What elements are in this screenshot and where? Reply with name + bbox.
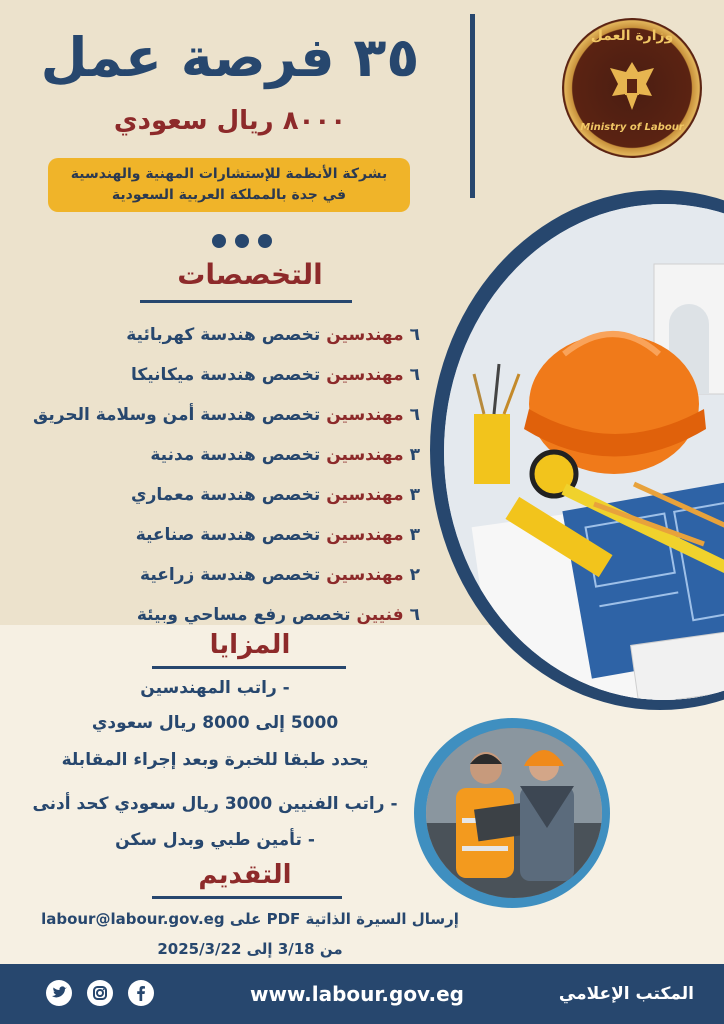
salary-headline: ٨٠٠٠ ريال سعودي xyxy=(113,106,347,136)
social-links xyxy=(46,980,164,1010)
benefits-underline xyxy=(152,666,346,669)
logo-english-text: Ministry of Labour xyxy=(580,122,684,133)
footer xyxy=(0,964,724,1024)
specializations-underline xyxy=(140,300,352,303)
instagram-icon[interactable] xyxy=(87,980,113,1006)
list-item: ٣ مهندسين تخصص هندسة صناعية xyxy=(135,525,420,545)
workers-photo xyxy=(426,728,602,898)
apply-title: التقديم xyxy=(198,860,292,890)
website-link[interactable]: www.labour.gov.eg xyxy=(250,982,464,1006)
apply-email-line: إرسال السيرة الذاتية PDF على labour@labour.gov.eg xyxy=(41,910,459,928)
specializations-title: التخصصات xyxy=(177,258,323,291)
dots-separator xyxy=(210,233,274,252)
list-item: ٦ مهندسين تخصص هندسة ميكانيكا xyxy=(130,365,420,385)
dot xyxy=(258,234,272,248)
company-line-1: بشركة الأنظمة للإستشارات المهنية والهندسية xyxy=(70,166,388,182)
company-banner xyxy=(48,158,410,212)
eagle-emblem-icon xyxy=(602,56,662,116)
media-office-label: المكتب الإعلامي xyxy=(558,984,694,1004)
company-line-2: في جدة بالمملكة العربية السعودية xyxy=(111,187,347,203)
list-item: ٦ مهندسين تخصص هندسة كهربائية xyxy=(126,325,420,345)
list-item: ٢ مهندسين تخصص هندسة زراعية xyxy=(140,565,420,585)
apply-underline xyxy=(152,896,342,899)
page-title: ٣٥ فرصة عمل xyxy=(40,26,420,89)
benefit-line: - راتب المهندسين xyxy=(140,678,290,698)
dot xyxy=(212,234,226,248)
logo-arabic-text: وزارة العمل xyxy=(590,28,674,44)
twitter-icon[interactable] xyxy=(46,980,72,1006)
vertical-divider xyxy=(470,14,475,198)
list-item: ٦ مهندسين تخصص هندسة أمن وسلامة الحريق xyxy=(33,405,420,425)
list-item: ٦ فنيين تخصص رفع مساحي وبيئة xyxy=(136,605,420,625)
benefit-line: 5000 إلى 8000 ريال سعودي xyxy=(91,713,339,733)
facebook-icon[interactable] xyxy=(128,980,154,1006)
benefit-line: يحدد طبقا للخبرة وبعد إجراء المقابلة xyxy=(61,750,369,770)
benefits-title: المزايا xyxy=(209,630,291,660)
list-item: ٣ مهندسين تخصص هندسة مدنية xyxy=(150,445,420,465)
ministry-logo xyxy=(562,18,702,158)
benefit-line: - تأمين طبي وبدل سكن xyxy=(115,830,315,850)
apply-date-line: من 3/18 إلى 2025/3/22 xyxy=(157,940,343,958)
dot xyxy=(235,234,249,248)
specializations-list xyxy=(0,315,420,635)
benefit-line: - راتب الفنيين 3000 ريال سعودي كحد أدنى xyxy=(32,794,398,814)
list-item: ٣ مهندسين تخصص هندسة معماري xyxy=(131,485,420,505)
